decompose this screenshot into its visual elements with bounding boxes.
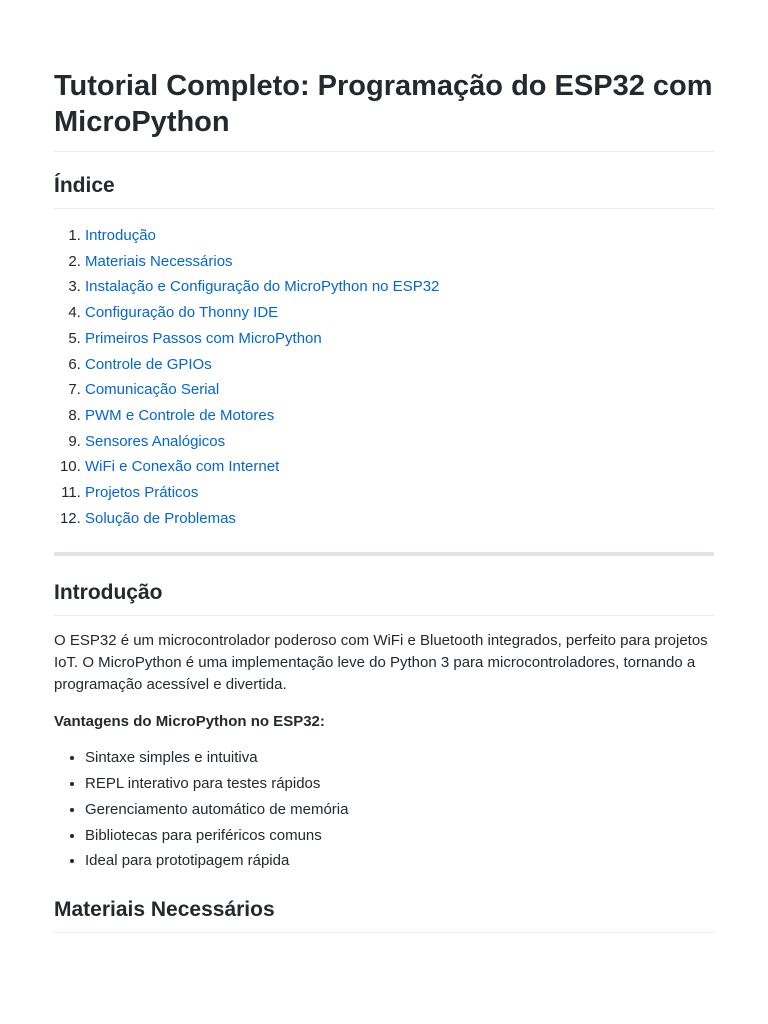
list-item: • Ideal para prototipagem rápida bbox=[85, 848, 714, 874]
toc-link-introducao[interactable]: Introdução bbox=[85, 227, 156, 244]
toc-item bbox=[85, 300, 714, 326]
toc-link-materiais[interactable]: Materiais Necessários bbox=[85, 252, 233, 270]
toc-link-serial[interactable]: Comunicação Serial bbox=[85, 381, 220, 399]
list-item: • REPL interativo para testes rápidos bbox=[85, 771, 714, 797]
section-divider bbox=[54, 552, 714, 556]
materials-heading: Materiais Necessários bbox=[54, 896, 714, 933]
list-item: • Bibliotecas para periféricos comuns bbox=[85, 823, 714, 849]
toc-item bbox=[85, 480, 714, 506]
toc-item bbox=[85, 403, 714, 429]
table-of-contents bbox=[54, 223, 714, 531]
advantages-title: Vantagens do MicroPython no ESP32: bbox=[54, 713, 325, 731]
intro-heading: Introdução bbox=[54, 579, 714, 616]
toc-link-wifi[interactable]: WiFi e Conexão com Internet bbox=[85, 458, 280, 476]
list-item: • Gerenciamento automático de memória bbox=[85, 797, 714, 823]
toc-link-instalacao[interactable]: Instalação e Configuração do MicroPython no ESP32 bbox=[85, 278, 440, 296]
toc-item bbox=[85, 326, 714, 352]
toc-link-solucao[interactable]: Solução de Problemas bbox=[85, 509, 236, 527]
toc-item bbox=[85, 274, 714, 300]
document-page bbox=[54, 0, 714, 933]
list-item: • Sintaxe simples e intuitiva bbox=[85, 745, 714, 771]
page-title: Tutorial Completo: Programação do ESP32 com MicroPython bbox=[54, 68, 714, 152]
toc-item bbox=[85, 454, 714, 480]
advantages-list bbox=[54, 745, 714, 874]
intro-paragraph: O ESP32 é um microcontrolador poderoso com WiFi e Bluetooth integrados, perfeito para projetos IoT. O MicroPython é uma implementação leve do Python 3 para microcontroladores, tornando a programação acessível e divertida. bbox=[54, 632, 708, 694]
toc-item bbox=[85, 249, 714, 275]
toc-link-pwm[interactable]: PWM e Controle de Motores bbox=[85, 406, 275, 424]
toc-item bbox=[85, 223, 714, 249]
toc-link-gpios[interactable]: Controle de GPIOs bbox=[85, 355, 212, 373]
toc-item bbox=[85, 506, 714, 532]
toc-link-sensores[interactable]: Sensores Analógicos bbox=[85, 432, 226, 450]
toc-item bbox=[85, 429, 714, 455]
toc-item bbox=[85, 352, 714, 378]
index-heading: Índice bbox=[54, 172, 714, 209]
toc-item bbox=[85, 377, 714, 403]
toc-link-projetos[interactable]: Projetos Práticos bbox=[85, 484, 199, 502]
toc-link-primeiros-passos[interactable]: Primeiros Passos com MicroPython bbox=[85, 329, 322, 347]
toc-link-thonny[interactable]: Configuração do Thonny IDE bbox=[85, 304, 279, 322]
